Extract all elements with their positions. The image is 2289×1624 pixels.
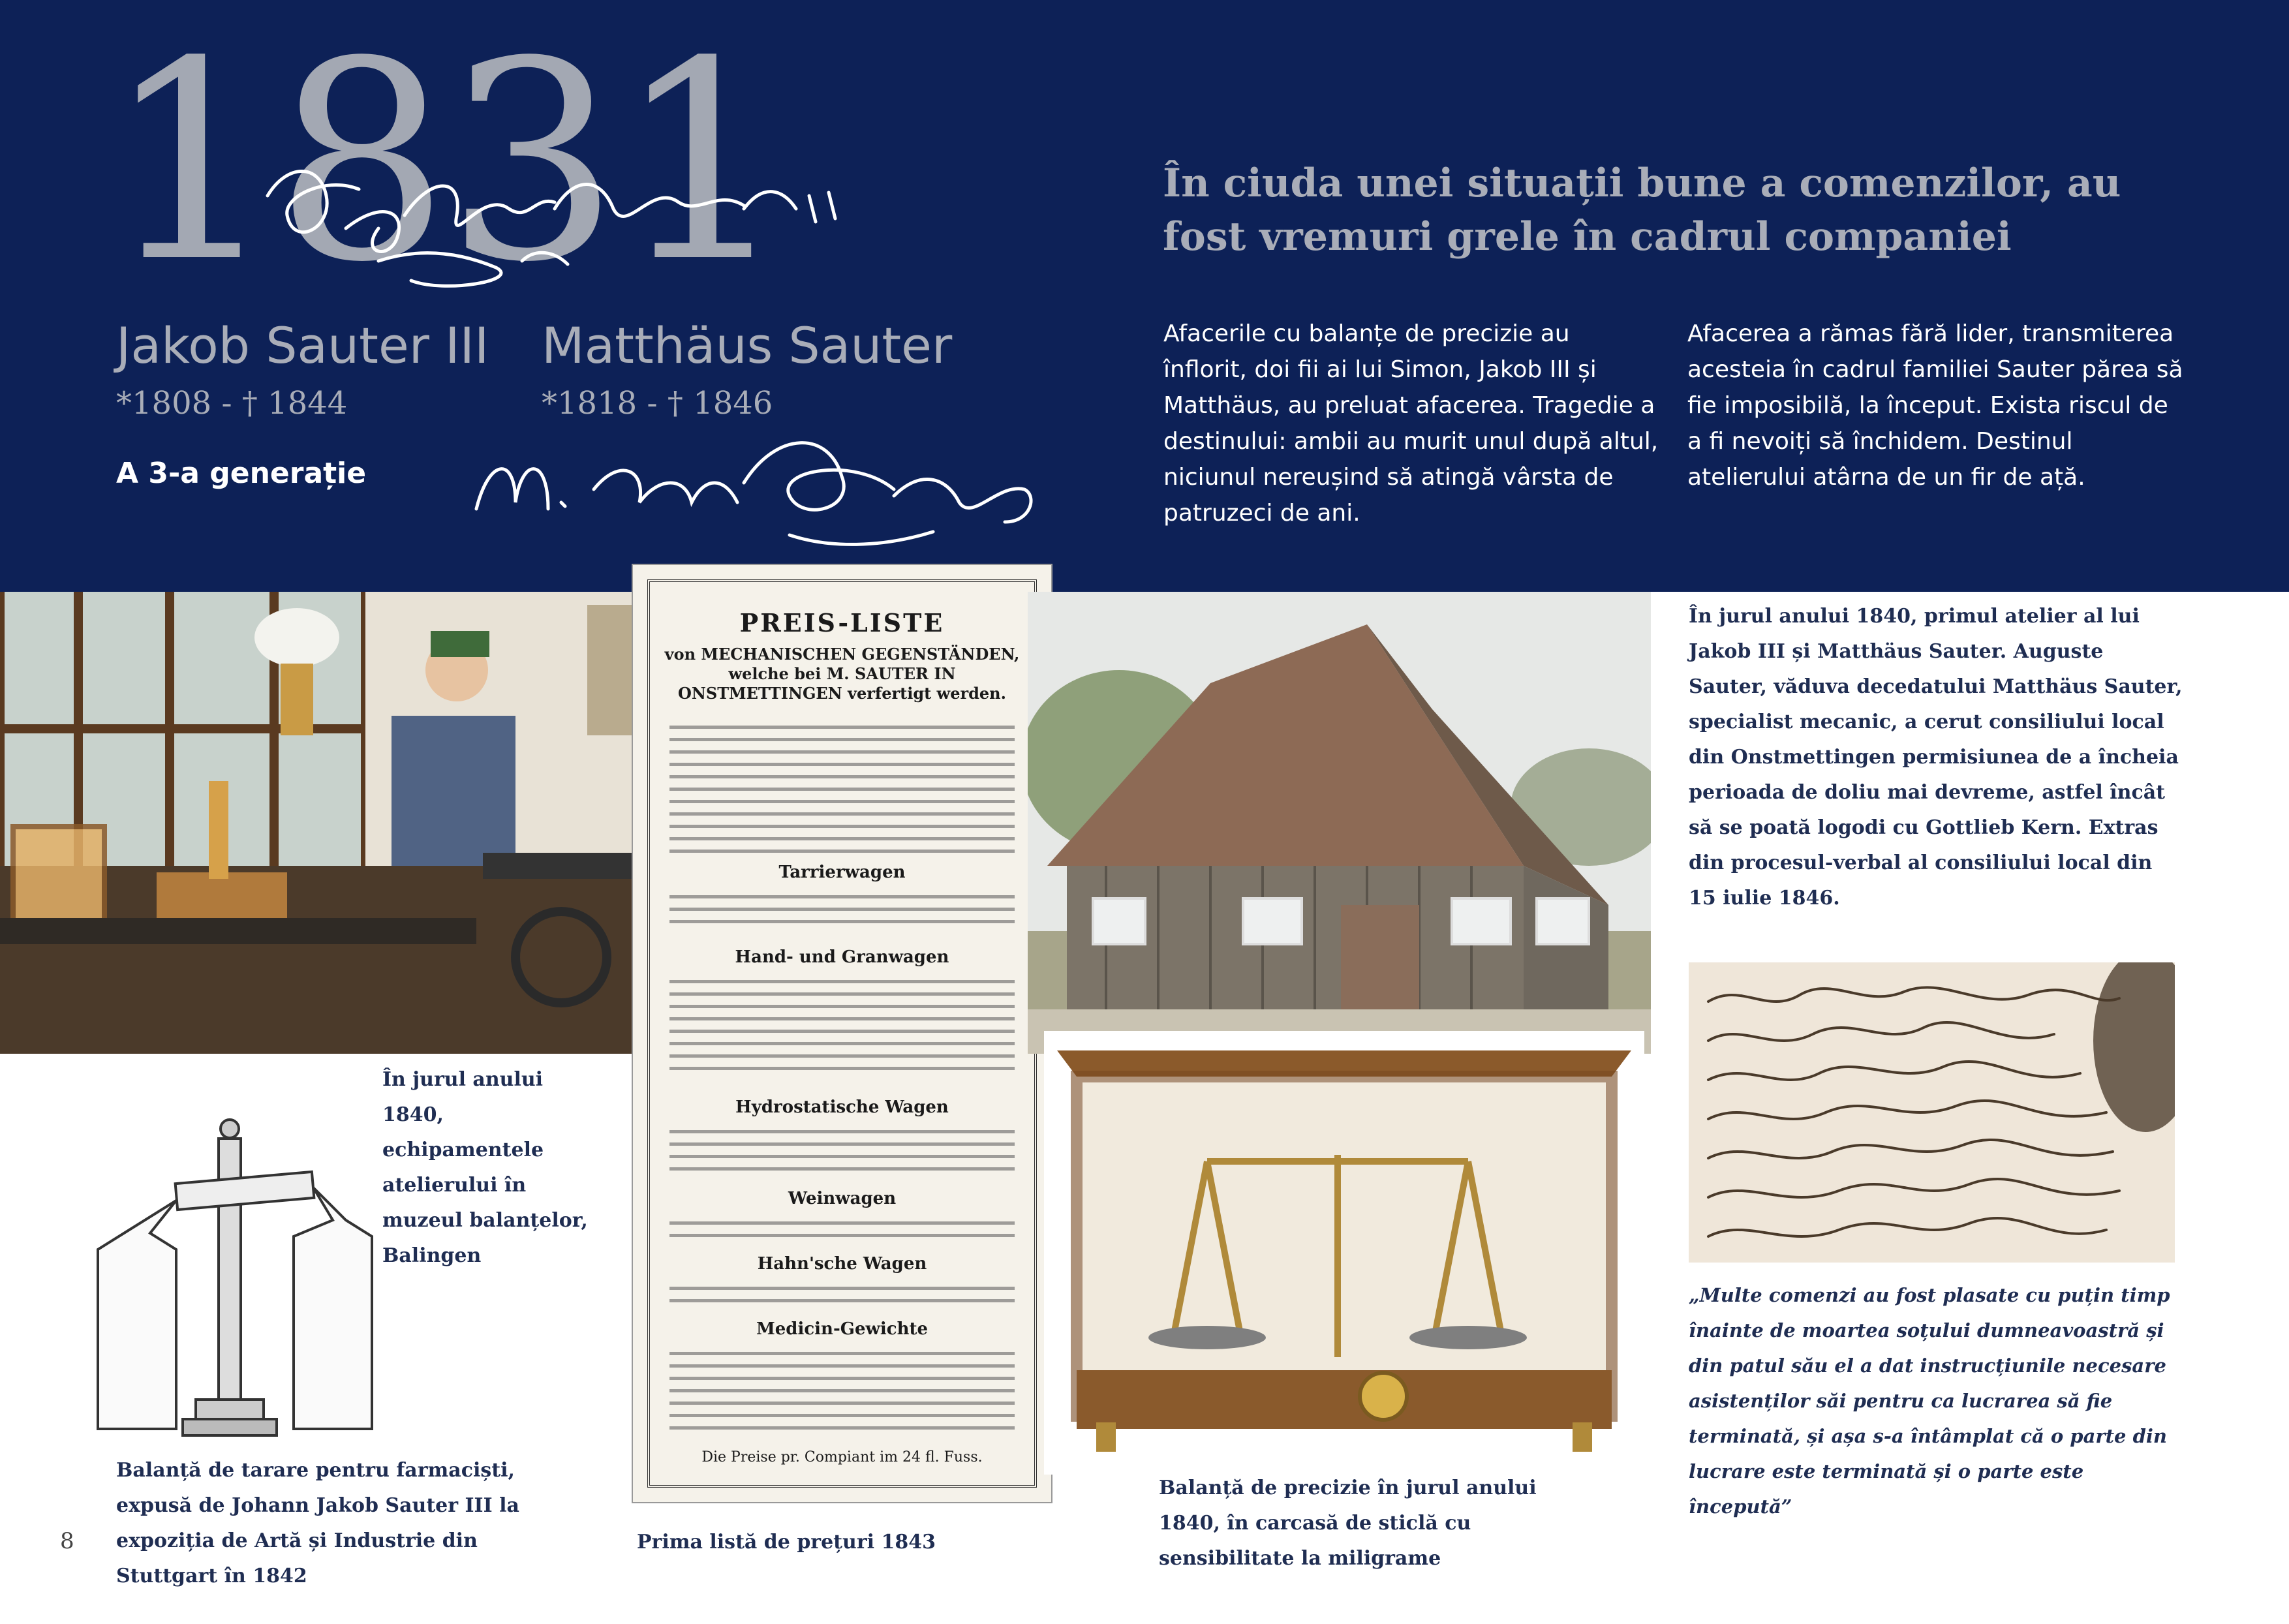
article-paragraph-2: Afacerea a rămas fără lider, transmiterea acesteia în cadrul familiei Sauter părea să fie imposibilă, la început. Exista riscul de a fi nevoiți să închidem. Destinul atelierului atârna de un fir de ață. xyxy=(1687,320,2183,491)
council-quote: „Multe comenzi au fost plasate cu puțin timp înainte de moartea soțului dumneavoastră și din patul său el a dat instrucțiunile necesare asistenților săi pentru ca lucrarea să fie terminată, și așa s-a întâmplat că o parte din lucrare este terminată și o parte este începută” xyxy=(1689,1284,2170,1518)
generation-label: A 3-a generație xyxy=(116,457,367,490)
signature-matthaus-image xyxy=(463,418,1051,568)
price-list-table-lines xyxy=(669,1352,1015,1439)
caption-price-list: Prima listă de prețuri 1843 xyxy=(637,1531,936,1554)
caption-first-workshop: În jurul anului 1840, primul atelier al lui Jakob III și Matthäus Sauter. Auguste Sauter, văduva decedatului Matthäus Sauter, specialist mecanic, a cerut consiliului local din Onstmettingen permisiunea de a încheia perioada de doliu mai devreme, astfel încât să se poată logodi cu Gottlieb Kern. Extras din procesul-verbal al consiliului local din 15 iulie 1846. xyxy=(1689,605,2183,910)
article-headline: În ciuda unei situații bune a comenzilor, au fost vremuri grele în cadrul companiei xyxy=(1163,161,2121,260)
person-dates-jakob: *1808 - † 1844 xyxy=(116,385,348,421)
price-list-section: Hydrostatische Wagen xyxy=(735,1097,949,1117)
person-name-matthaus: Matthäus Sauter xyxy=(542,316,953,375)
caption-workshop: În jurul anului 1840, echipamentele atelierului în muzeul balanțelor, Balingen xyxy=(382,1068,588,1267)
price-list-section: Hahn'sche Wagen xyxy=(757,1254,927,1274)
price-list-table-lines xyxy=(669,1287,1015,1311)
person-dates-matthaus: *1818 - † 1846 xyxy=(542,385,773,421)
price-list-subtitle: von MECHANISCHEN GEGENSTÄNDEN, welche bei M. SAUTER IN ONSTMETTINGEN verfertigt werden. xyxy=(664,645,1020,703)
signature-jakob-image xyxy=(248,137,861,307)
price-list-table-lines xyxy=(669,1130,1015,1180)
price-list-section: Hand- und Granwagen xyxy=(735,947,949,967)
price-list-title: PREIS-LISTE xyxy=(739,608,945,637)
year-heading: 1831 xyxy=(104,3,786,322)
price-list-footer: Die Preise pr. Compiant im 24 fl. Fuss. xyxy=(701,1449,983,1465)
price-list-table-lines xyxy=(669,1221,1015,1246)
precision-scale-photo xyxy=(1044,1031,1644,1475)
article-paragraph-1: Afacerile cu balanțe de precizie au înflorit, doi fii ai lui Simon, Jakob III și Matthäus, au preluat afacerea. Tragedie a destinului: ambii au murit unul după altul, niciunul nereușind să atingă vârsta de patruzeci de ani. xyxy=(1163,320,1659,527)
price-list-section: Medicin-Gewichte xyxy=(756,1319,929,1339)
person-name-jakob: Jakob Sauter III xyxy=(116,316,489,375)
caption-precision-scale: Balanță de precizie în jurul anului 1840, în carcasă de sticlă cu sensibilitate la miligrame xyxy=(1159,1477,1537,1570)
caption-pharmacy-scale: Balanță de tarare pentru farmaciști, expusă de Johann Jakob Sauter III la expoziția de Artă și Industrie din Stuttgart în 1842 xyxy=(116,1459,519,1587)
price-list-section: Weinwagen xyxy=(788,1189,897,1208)
price-list-section: Tarrierwagen xyxy=(778,863,906,882)
first-workshop-photo xyxy=(1028,592,1651,1054)
price-list-document xyxy=(632,564,1052,1503)
page-number: 8 xyxy=(60,1528,74,1554)
price-list-table-lines xyxy=(669,895,1015,932)
price-list-table-lines xyxy=(669,726,1015,862)
council-minutes-photo xyxy=(1689,962,2175,1263)
workshop-photo xyxy=(0,592,643,1054)
price-list-table-lines xyxy=(669,980,1015,1079)
